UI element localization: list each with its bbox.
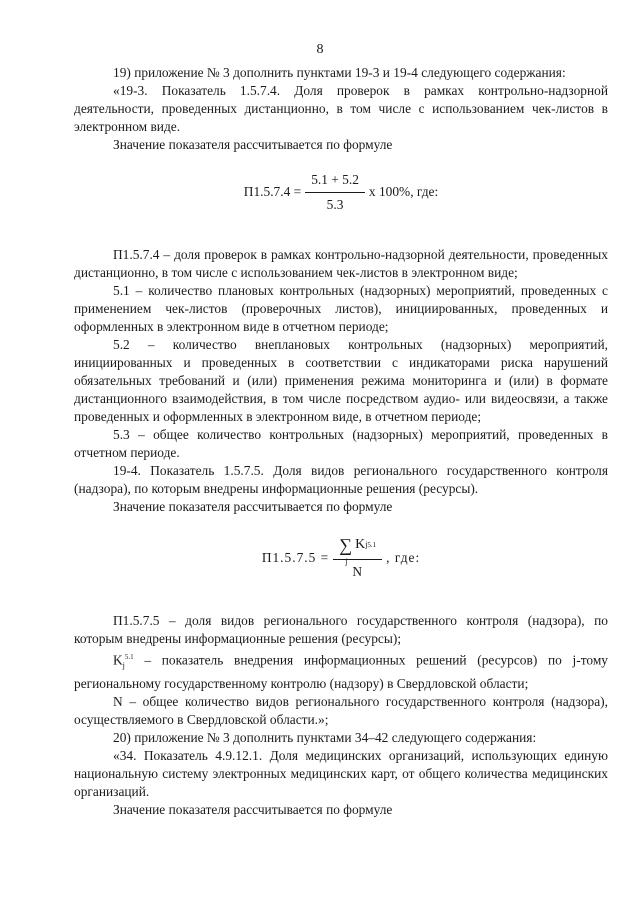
formula-intro: Значение показателя рассчитывается по формуле	[113, 137, 393, 152]
formula-lhs: П1.5.7.4 =	[243, 184, 302, 199]
paragraph-34: «34. Показатель 4.9.12.1. Доля медицинских организаций, использующих единую национальную систему электронных медицинских карт, от общего количества медицинских организаций.	[74, 748, 608, 800]
definition-p1-5-7-4: П1.5.7.4 – доля проверок в рамках контрольно-надзорной деятельности, проведенных дистанционно, в том числе с использованием чек-листов в электронном виде;	[74, 247, 608, 280]
definition-5-3: 5.3 – общее количество контрольных (надзорных) мероприятий, проведенных в отчетном периоде.	[74, 427, 608, 460]
kj-definition-text: – показатель внедрения информационных решений (ресурсов) по j-тому региональному государственному контролю (надзору) в Свердловской области;	[74, 652, 608, 692]
formula-rhs: x 100%, где:	[368, 184, 439, 199]
formula2-denominator: N	[352, 563, 364, 579]
paragraph-19: 19) приложение № 3 дополнить пунктами 19-3 и 19-4 следующего содержания:	[113, 65, 566, 80]
paragraph-20: 20) приложение № 3 дополнить пунктами 34–42 следующего содержания:	[113, 730, 537, 746]
formula2-numerator	[333, 534, 382, 566]
paragraph-19-3: «19-3. Показатель 1.5.7.4. Доля проверок в рамках контрольно-надзорной деятельности, проведенных дистанционно, в том числе с использованием чек-листов в электронном виде.	[74, 83, 608, 134]
formula-intro-3: Значение показателя рассчитывается по формуле	[113, 802, 393, 818]
formula-1-5-7-5	[74, 520, 608, 596]
definition-5-1: 5.1 – количество плановых контрольных (надзорных) мероприятий, проведенных с применением чек-листов (проверочных листов), инициированных, проведенных и оформленных в электронном виде в отчетном периоде;	[74, 283, 608, 334]
k-subscript: j	[365, 539, 368, 549]
document-body	[74, 64, 608, 819]
formula-fraction	[305, 171, 365, 214]
kj-superscript: 5.1	[124, 653, 134, 661]
formula-denominator: 5.3	[326, 196, 344, 212]
definition-kj	[74, 648, 608, 693]
page-number: 8	[316, 42, 324, 57]
definition-n: N – общее количество видов регионального государственного контроля (надзора), осуществляемого в Свердловской области.»;	[74, 694, 608, 728]
paragraph-19-4: 19-4. Показатель 1.5.7.5. Доля видов регионального государственного контроля (надзора), по которым внедрены информационные решения (ресурсы).	[74, 463, 608, 496]
sigma-symbol: ∑	[339, 534, 354, 555]
kj-subscript: j	[122, 661, 125, 671]
sum-index: j	[345, 556, 348, 566]
definition-5-2: 5.2 – количество внеплановых контрольных (надзорных) мероприятий, инициированных и проведенных в соответствии с индикаторами риска нарушений обязательных требований и (или) применения режима мониторинга и (или) в формате дистанционного взаимодействия, в том числе посредством аудио- или видеосвязи, а также проведенных и оформленных в электронном виде, в отчетном периоде;	[74, 337, 608, 424]
formula2-rhs: , где:	[386, 550, 421, 565]
formula-numerator: 5.1 + 5.2	[305, 171, 365, 193]
k-symbol: K	[355, 536, 366, 552]
formula2-fraction	[333, 536, 382, 581]
definition-p1-5-7-5: П1.5.7.5 – доля видов регионального государственного контроля (надзора), по которым внедрены информационные решения (ресурсы);	[74, 613, 608, 646]
sum-expression	[339, 534, 377, 566]
formula-1-5-7-4	[74, 164, 608, 220]
formula2-lhs: П1.5.7.5 =	[261, 550, 330, 565]
formula-intro-2: Значение показателя рассчитывается по формуле	[113, 499, 393, 514]
k-superscript: 5.1	[367, 540, 377, 549]
kj-symbol: K	[113, 652, 123, 668]
